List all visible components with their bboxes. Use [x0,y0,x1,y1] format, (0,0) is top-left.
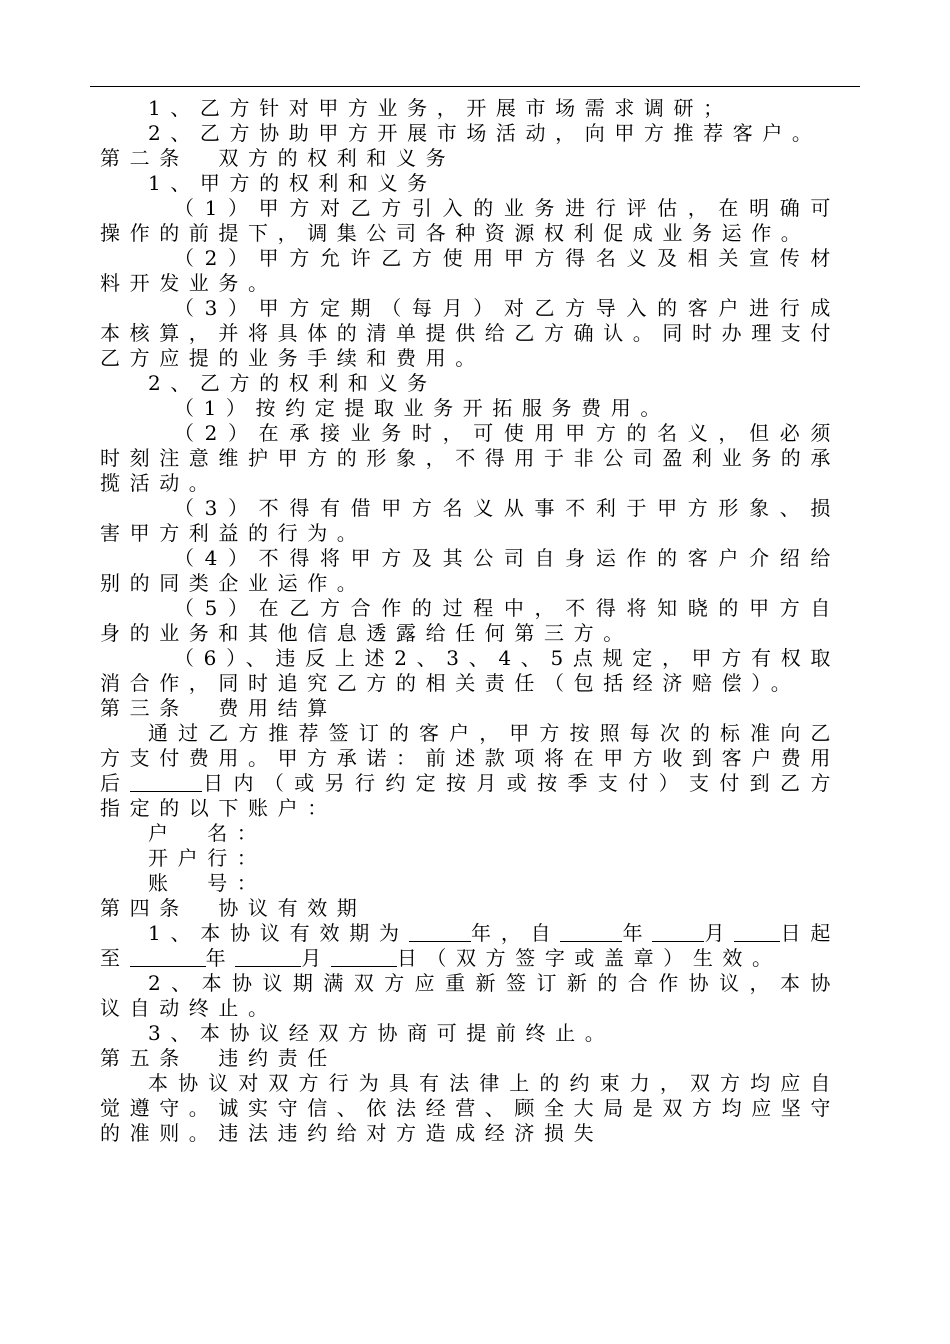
paragraph: （4）不得将甲方及其公司自身运作的客户介绍给别的同类企业运作。 [100,546,840,595]
account-number-label: 账 号： [148,871,267,895]
paragraph: 2、本协议期满双方应重新签订新的合作协议，本协议自动终止。 [100,971,840,1020]
paragraph-text: 年，自 [470,921,561,945]
paragraph-text: 1、本协议有效期为 [148,921,409,945]
paragraph: 本协议对双方行为具有法律上的约束力，双方均应自觉遵守。诚实守信、依法经营、顾全大局是双方均应坚守的准则。违法违约给对方造成经济损失 [100,1071,840,1145]
paragraph-text: 日内（或另行约定按月或按季支付）支付到乙方指定的以下账户： [100,771,840,820]
bank-label: 开户行： [148,846,267,870]
fill-blank [331,948,397,967]
paragraph-text: 月 [704,921,735,945]
paragraph-text: 年 [622,921,653,945]
paragraph: 2、乙方协助甲方开展市场活动，向甲方推荐客户。 [148,121,822,145]
paragraph: （1）甲方对乙方引入的业务进行评估，在明确可操作的前提下，调集公司各种资源权利促成业务运作。 [100,196,840,245]
fill-blank [130,948,206,967]
section-heading: 2、乙方的权利和义务 [148,371,437,395]
paragraph: 3、本协议经双方协商可提前终止。 [148,1021,615,1045]
paragraph-text: 日（双方签字或盖章）生效。 [396,946,782,970]
paragraph: （3）甲方定期（每月）对乙方导入的客户进行成本核算，并将具体的清单提供给乙方确认。同时办理支付乙方应提的业务手续和费用。 [100,296,840,370]
paragraph: 1、乙方针对甲方业务，开展市场需求调研； [148,96,733,120]
paragraph: （1）按约定提取业务开拓服务费用。 [174,396,670,420]
document-body [100,96,840,1146]
account-name-label: 户 名： [148,821,267,845]
fill-blank [235,948,301,967]
paragraph: （5）在乙方合作的过程中，不得将知晓的甲方自身的业务和其他信息透露给任何第三方。 [100,596,840,645]
paragraph [100,721,840,821]
article-heading: 第五条 违约责任 [100,1046,337,1070]
fill-blank [734,923,780,942]
fill-blank [130,773,202,792]
paragraph-text: 年 [205,946,236,970]
paragraph: （2）在承接业务时，可使用甲方的名义，但必须时刻注意维护甲方的形象，不得用于非公司盈利业务的承揽活动。 [100,421,840,495]
paragraph-text: 日起至 [100,921,840,970]
header-rule [90,86,860,87]
paragraph-text: 月 [301,946,331,970]
article-heading: 第三条 费用结算 [100,696,337,720]
paragraph: （3）不得有借甲方名义从事不利于甲方形象、损害甲方利益的行为。 [100,496,840,545]
section-heading: 1、甲方的权利和义务 [148,171,437,195]
fill-blank [652,923,704,942]
paragraph: （2）甲方允许乙方使用甲方得名义及相关宣传材料开发业务。 [100,246,840,295]
paragraph [100,921,840,971]
fill-blank [560,923,622,942]
fill-blank [409,923,471,942]
paragraph: （6）、违反上述2、3、4、5点规定，甲方有权取消合作，同时追究乙方的相关责任（包括经济赔偿）。 [100,646,840,695]
paragraph-text: 通过乙方推荐签订的客户，甲方按照每次的标准向乙方支付费用。甲方承诺：前述款项将在甲方收到客户费用后 [100,721,840,795]
article-heading: 第四条 协议有效期 [100,896,367,920]
article-heading: 第二条 双方的权利和义务 [100,146,456,170]
